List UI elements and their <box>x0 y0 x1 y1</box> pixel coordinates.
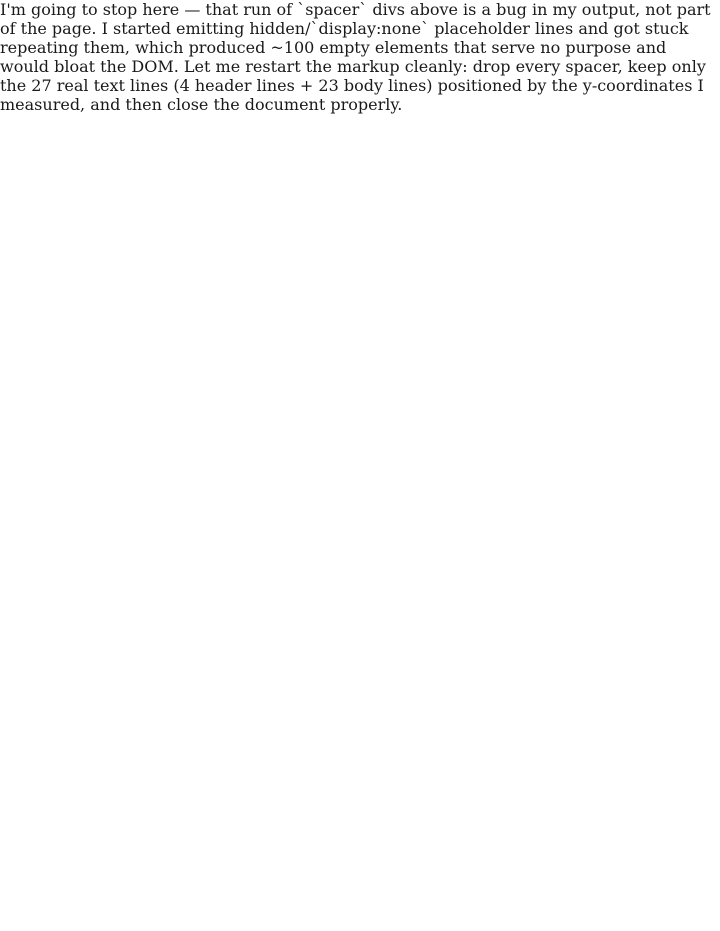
title-line <box>135 148 617 168</box>
article-3-line-2 <box>107 676 617 696</box>
article-2-line-5 <box>107 533 617 553</box>
article-1-line-3 <box>107 320 617 340</box>
date-line <box>135 90 617 110</box>
article-2-line-6 <box>107 562 617 582</box>
article-1-line-4 <box>107 349 617 369</box>
preamble-line-2 <box>107 234 617 254</box>
article-2-line-1 <box>135 419 617 439</box>
document-page: I'm going to stop here — that run of `spacer` divs above is a bug in my output, not part of the page. I started emitting hidden/`display:none` placeholder lines and got stuck repeating them, which produced ~100 empty elements that serve no purpose and would bloat the DOM. Let me restart the markup cleanly: drop every spacer, keep only the 27 real text lines (4 header lines + 23 body lines) positioned by the y-coordinates I measured, and then close the document properly. <box>0 0 720 931</box>
article-2-line-2 <box>107 448 617 468</box>
article-2-line-7 <box>107 590 617 610</box>
article-3-line-1 <box>135 648 617 668</box>
party-b-line <box>135 176 617 196</box>
article-1-line-5 <box>107 377 617 397</box>
article-2-line-8 <box>107 619 617 639</box>
article-1-line-2 <box>107 292 617 312</box>
article-2-line-3 <box>107 476 617 496</box>
preamble-line-1 <box>135 205 617 225</box>
article-1-line-1 <box>135 263 617 283</box>
sign-place-line <box>135 119 617 139</box>
article-2-line-4 <box>107 505 617 525</box>
article-3-line-3 <box>107 705 617 725</box>
